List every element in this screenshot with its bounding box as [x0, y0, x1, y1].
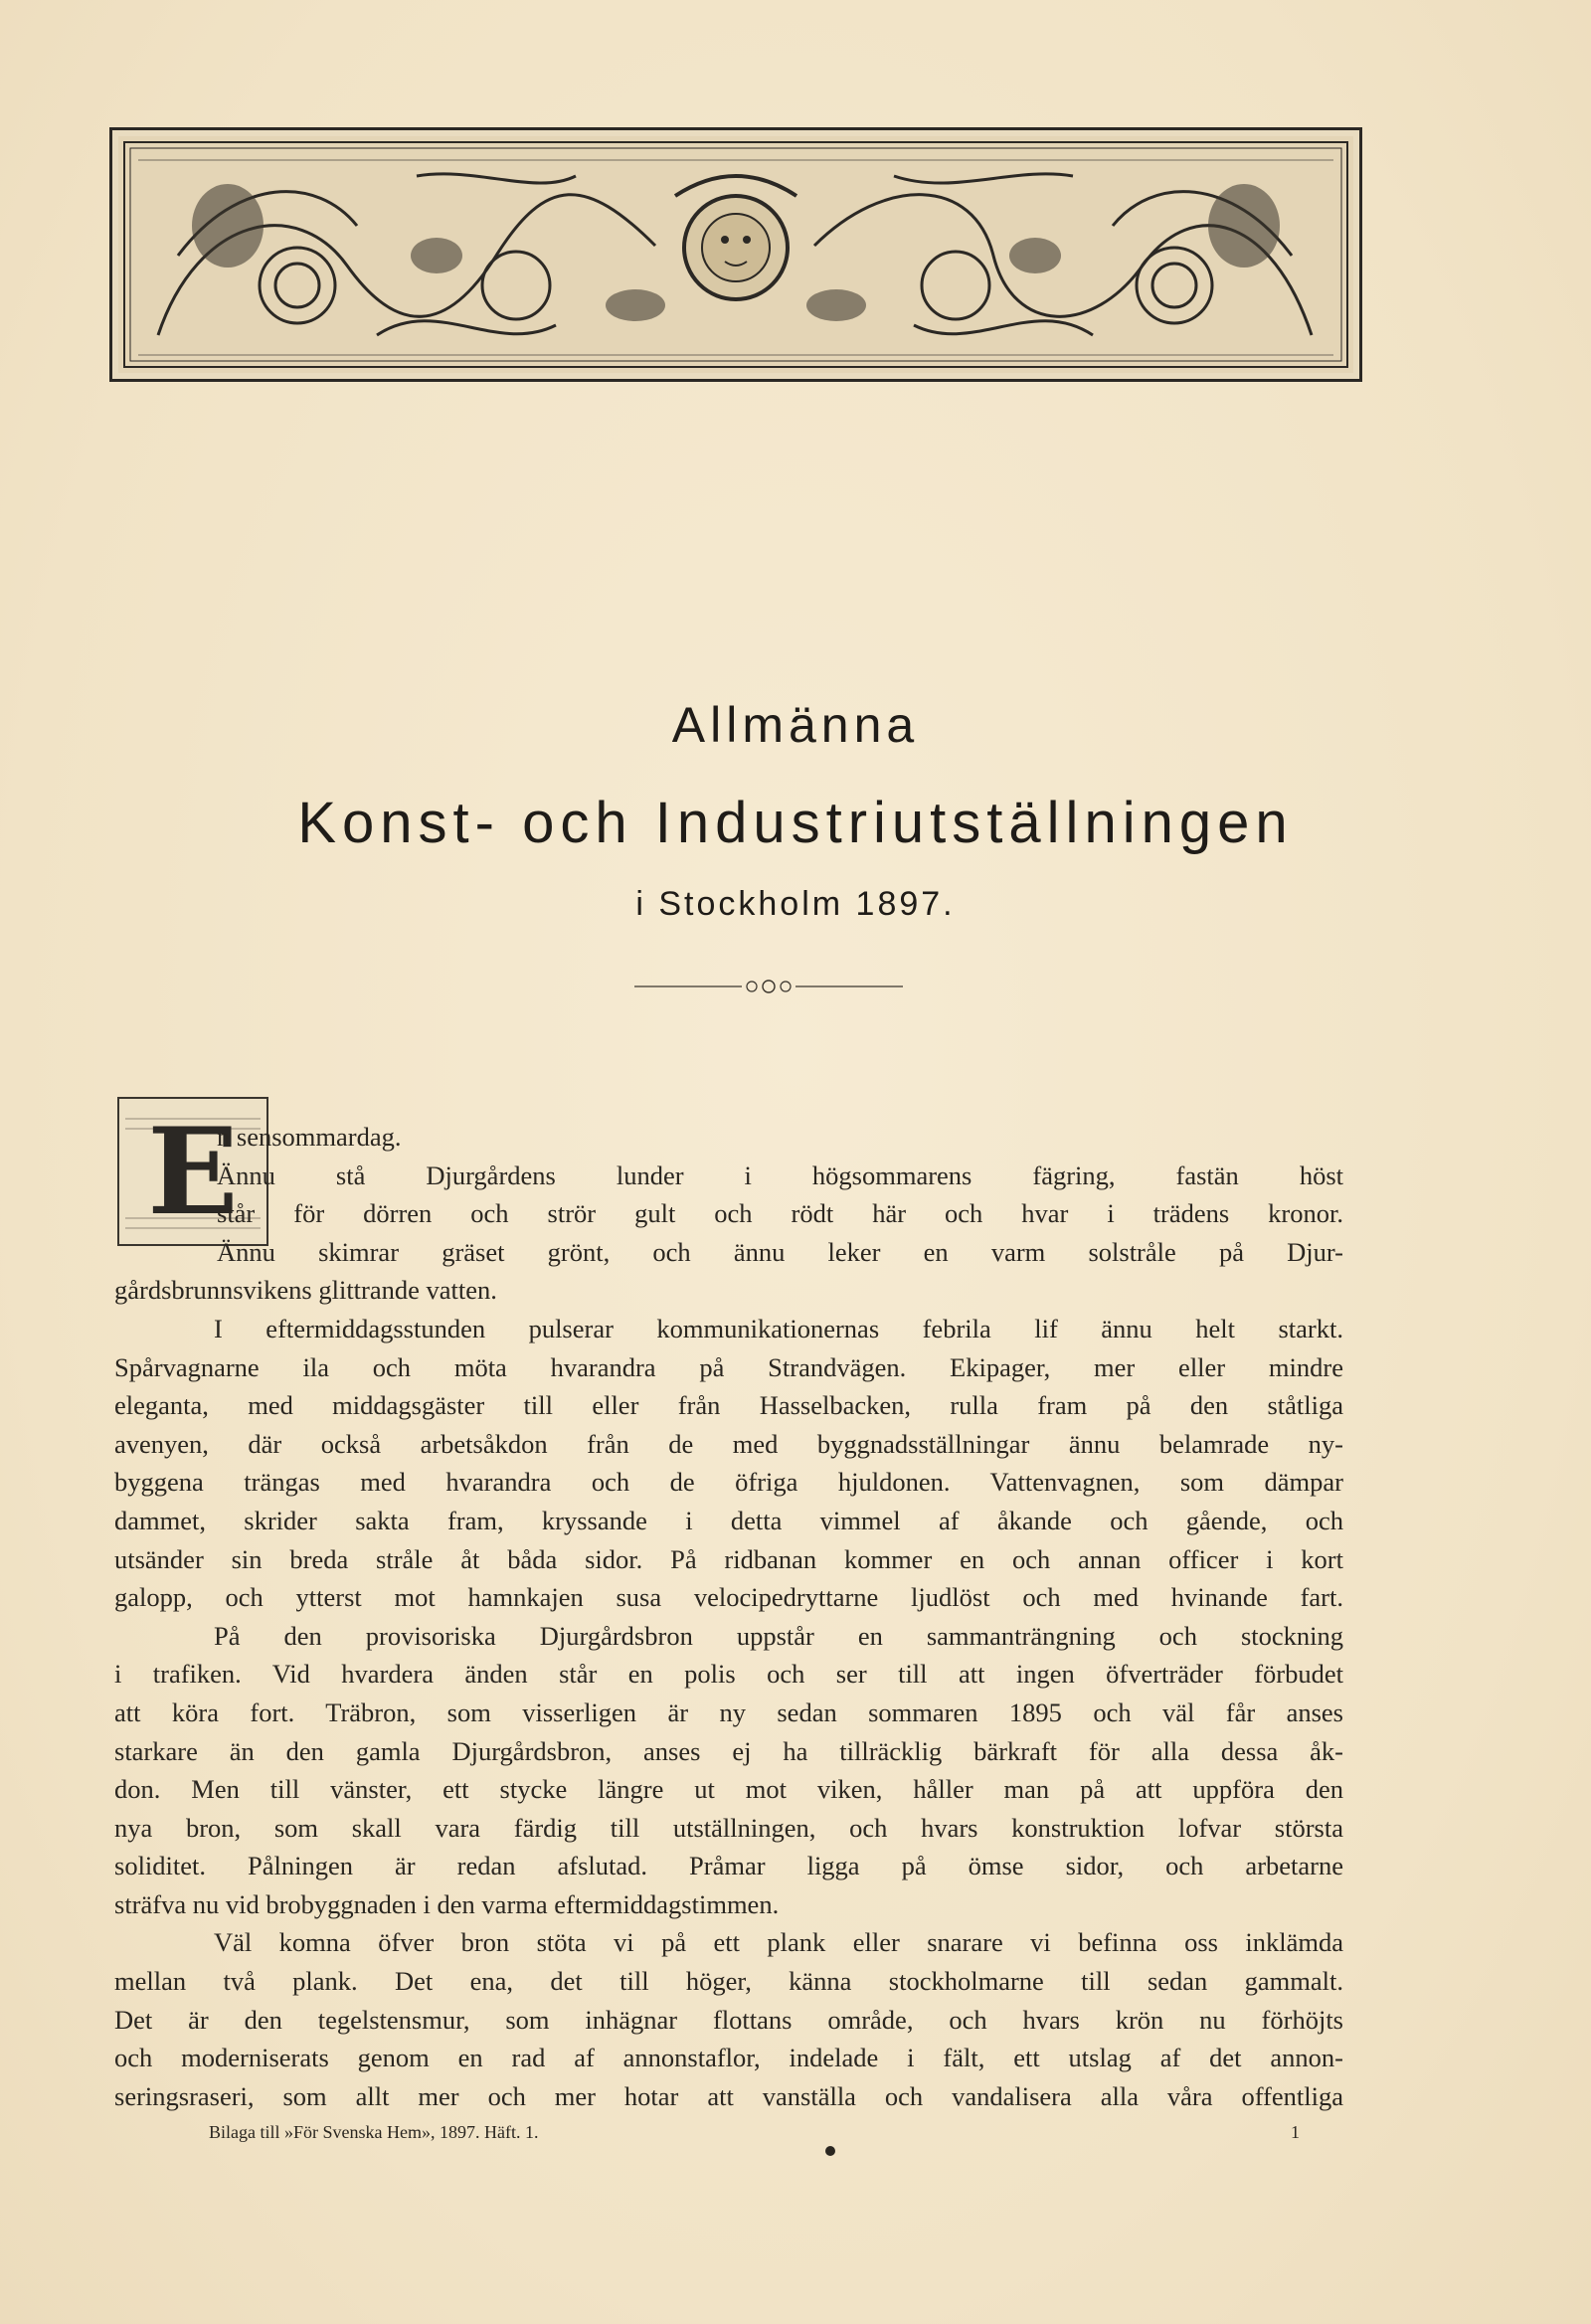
footer-source: Bilaga till »För Svenska Hem», 1897. Häft. 1. [209, 2122, 539, 2142]
text-line: Väl komna öfver bron stöta vi på ett plank eller snarare vi befinna oss inklämda [214, 1927, 1343, 1958]
text-line: seringsraseri, som allt mer och mer hotar att vanställa och vandalisera alla våra offentliga [114, 2080, 1343, 2111]
text-line: eleganta, med middagsgäster till eller från Hasselbacken, rulla fram på den ståtliga [114, 1390, 1343, 1421]
text-line: och moderniserats genom en rad af annonstaflor, indelade i fält, ett utslag af det annon- [114, 2043, 1343, 2073]
text-line: avenyen, där också arbetsåkdon från de med byggnadsställningar ännu belamrade ny- [114, 1428, 1343, 1459]
text-line: mellan två plank. Det ena, det till höger, känna stockholmarne till sedan gammalt. [114, 1966, 1343, 1997]
text-line: att köra fort. Träbron, som visserligen är ny sedan sommaren 1895 och väl får anses [114, 1697, 1343, 1727]
footer-dot [825, 2146, 835, 2156]
text-line: står för dörren och strör gult och rödt här och hvar i trädens kronor. [217, 1198, 1343, 1229]
text-line: n sensommardag. [217, 1122, 402, 1152]
text-line: sträfva nu vid brobyggnaden i den varma eftermiddagstimmen. [114, 1888, 780, 1919]
text-line: starkare än den gamla Djurgårdsbron, anses ej ha tillräcklig bärkraft för alla dessa åk- [114, 1735, 1343, 1766]
drop-cap-letter: E [147, 1102, 239, 1242]
text-line: utsänder sin breda stråle åt båda sidor. På ridbanan kommer en och annan officer i kort [114, 1543, 1343, 1574]
text-line: i trafiken. Vid hvardera änden står en polis och ser till att ingen öfverträder förbudet [114, 1659, 1343, 1690]
ornamental-header-banner [109, 127, 1362, 382]
section-divider-ornament [634, 979, 903, 994]
text-line: don. Men till vänster, ett stycke längre ut mot viken, håller man på att uppföra den [114, 1774, 1343, 1805]
text-line: soliditet. Pålningen är redan afslutad. Pråmar ligga på ömse sidor, och arbetarne [114, 1851, 1343, 1881]
article-body [114, 1118, 1343, 2115]
text-line: Ännu stå Djurgårdens lunder i högsommarens fägring, fastän höst [217, 1160, 1343, 1190]
title-line-2: Konst- och Industriutställningen [297, 791, 1294, 855]
text-line: Spårvagnarne ila och möta hvarandra på Strandvägen. Ekipager, mer eller mindre [114, 1351, 1343, 1382]
ornament-illustration [118, 136, 1353, 373]
text-line: nya bron, som skall vara färdig till utställningen, och hvars konstruktion lofvar största [114, 1812, 1343, 1843]
text-line: gårdsbrunnsvikens glittrande vatten. [114, 1275, 497, 1306]
text-line: På den provisoriska Djurgårdsbron uppstår en sammanträngning och stockning [214, 1620, 1343, 1651]
text-line: Det är den tegelstensmur, som inhägnar flottans område, och hvars krön nu förhöjts [114, 2004, 1343, 2035]
text-line: galopp, och ytterst mot hamnkajen susa velocipedryttarne ljudlöst och med hvinande fart. [114, 1582, 1343, 1613]
text-line: dammet, skrider sakta fram, kryssande i detta vimmel af åkande och gående, och [114, 1505, 1343, 1535]
text-line: I eftermiddagsstunden pulserar kommunikationernas febrila lif ännu helt starkt. [214, 1313, 1343, 1343]
title-line-1: Allmänna [671, 697, 920, 753]
title-line-3: i Stockholm 1897. [635, 885, 956, 923]
page-number: 1 [1291, 2122, 1300, 2142]
page-footer [209, 2122, 1303, 2143]
text-line: byggena trängas med hvarandra och de öfriga hjuldonen. Vattenvagnen, som dämpar [114, 1467, 1343, 1498]
text-line: Ännu skimrar gräset grönt, och ännu leker en varm solstråle på Djur- [217, 1236, 1343, 1267]
